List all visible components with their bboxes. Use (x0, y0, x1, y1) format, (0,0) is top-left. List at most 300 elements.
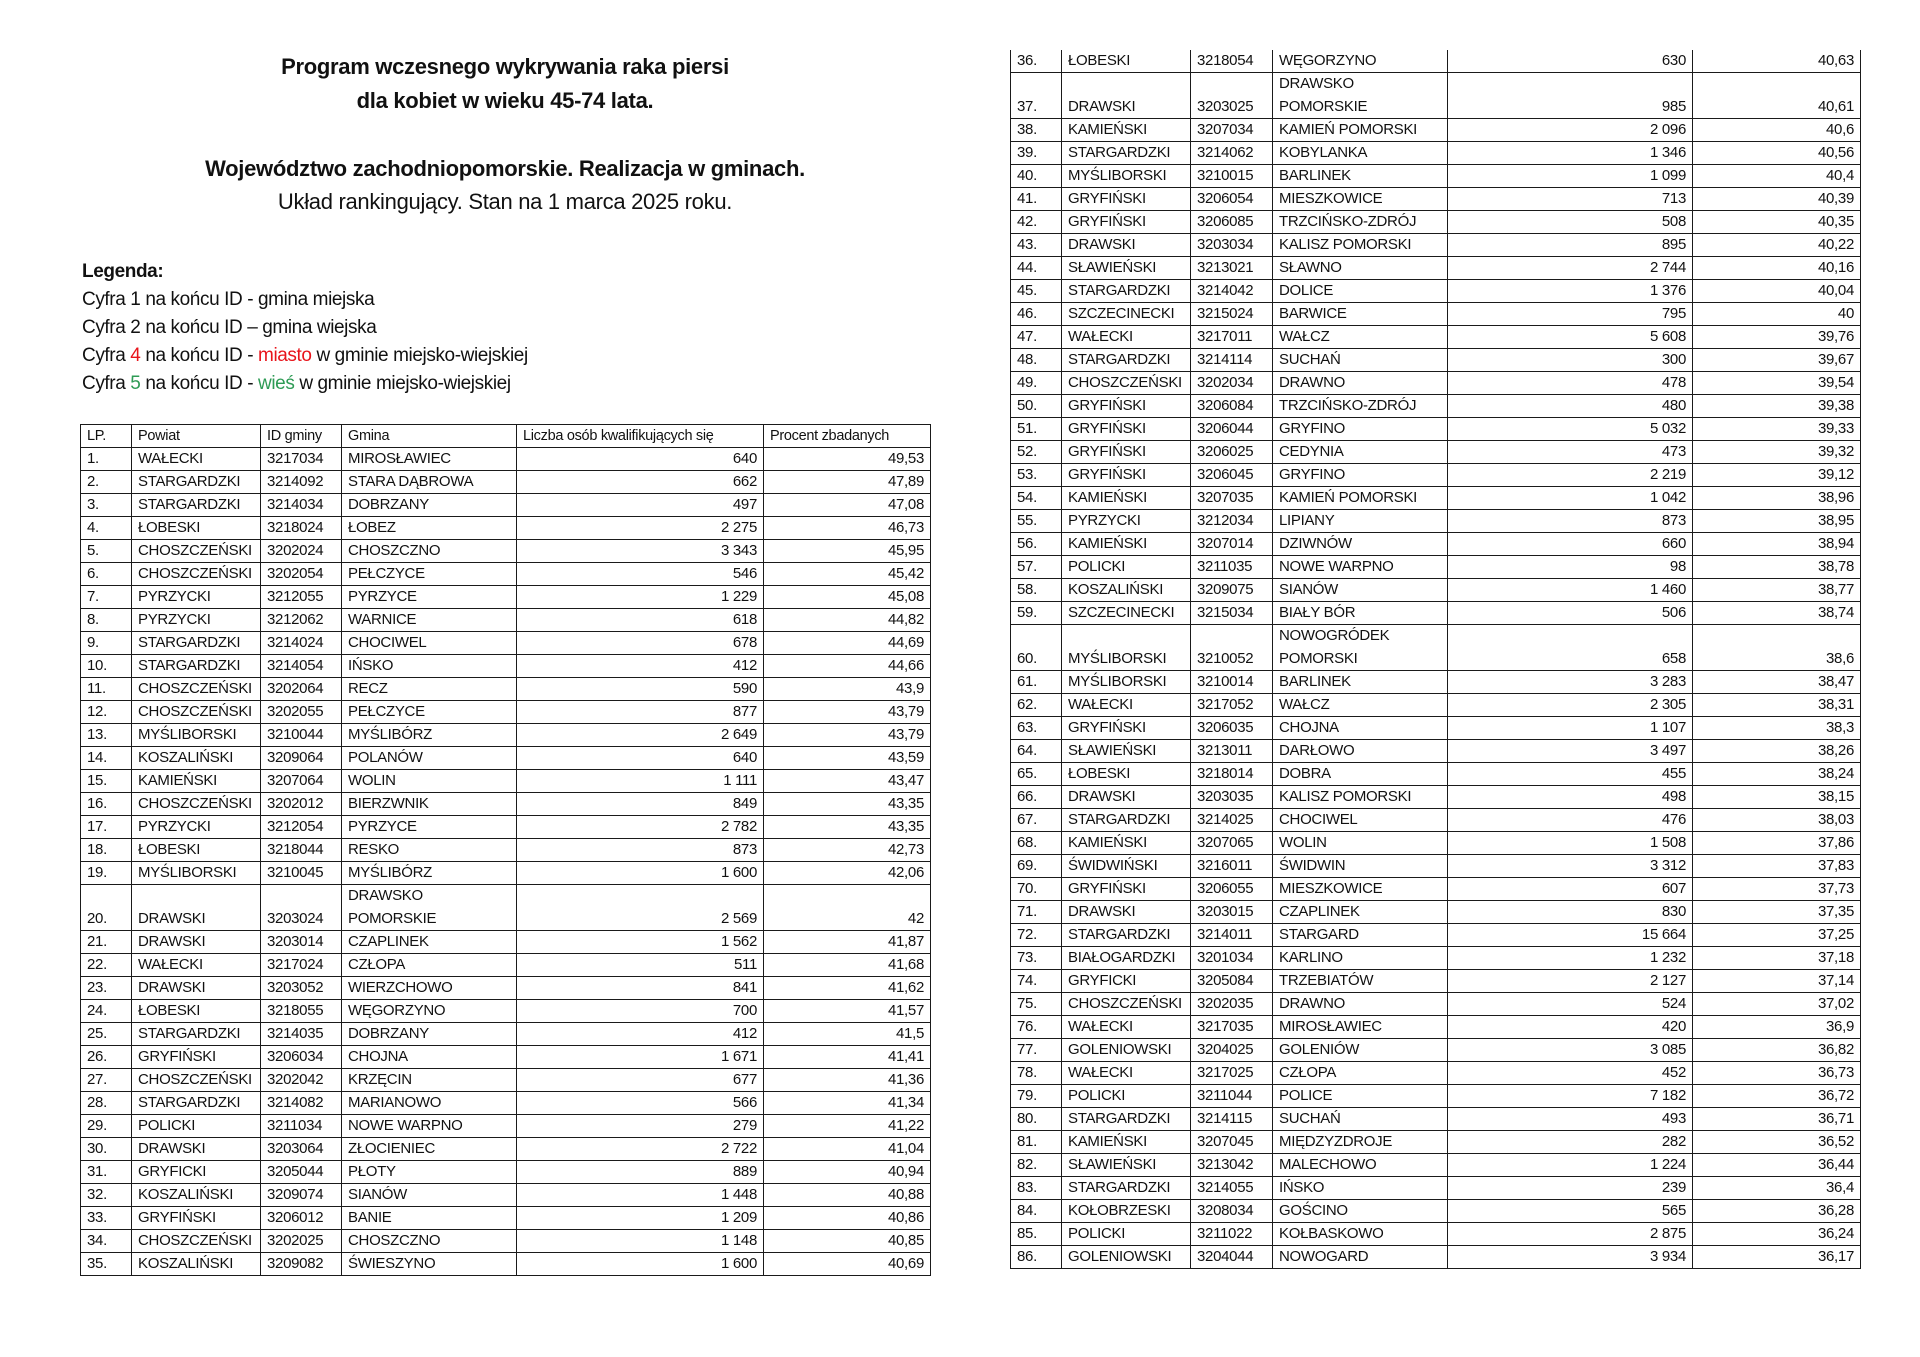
cell-lp: 71. (1011, 901, 1062, 924)
cell-procent: 37,02 (1693, 993, 1861, 1016)
table-row (1011, 349, 1861, 372)
table-row (81, 770, 931, 793)
cell-id: 3202035 (1191, 993, 1273, 1016)
cell-liczba: 3 085 (1448, 1039, 1693, 1062)
cell-liczba: 2 875 (1448, 1223, 1693, 1246)
cell-liczba: 5 608 (1448, 326, 1693, 349)
cell-procent: 46,73 (764, 517, 931, 540)
cell-gmina: SUCHAŃ (1273, 349, 1448, 372)
cell-powiat: GRYFIŃSKI (1062, 878, 1191, 901)
table-row (81, 678, 931, 701)
cell-id: 3202064 (261, 678, 342, 701)
cell-id: 3203024 (261, 885, 342, 931)
cell-liczba: 15 664 (1448, 924, 1693, 947)
cell-liczba: 3 312 (1448, 855, 1693, 878)
cell-liczba: 3 343 (517, 540, 764, 563)
cell-powiat: PYRZYCKI (1062, 510, 1191, 533)
table-row (1011, 1039, 1861, 1062)
table-row (81, 632, 931, 655)
cell-gmina: PYRZYCE (342, 586, 517, 609)
cell-powiat: KOSZALIŃSKI (132, 1184, 261, 1207)
table-row (81, 1230, 931, 1253)
cell-liczba: 1 148 (517, 1230, 764, 1253)
cell-procent: 45,42 (764, 563, 931, 586)
legend-item (82, 342, 528, 370)
cell-procent: 47,89 (764, 471, 931, 494)
cell-id: 3211022 (1191, 1223, 1273, 1246)
table-row (1011, 1177, 1861, 1200)
cell-gmina: KRZĘCIN (342, 1069, 517, 1092)
cell-lp: 76. (1011, 1016, 1062, 1039)
cell-lp: 62. (1011, 694, 1062, 717)
cell-id: 3216011 (1191, 855, 1273, 878)
table-row (1011, 763, 1861, 786)
table-row (81, 793, 931, 816)
cell-procent: 41,57 (764, 1000, 931, 1023)
cell-liczba: 1 107 (1448, 717, 1693, 740)
cell-gmina: STARA DĄBROWA (342, 471, 517, 494)
cell-procent: 36,4 (1693, 1177, 1861, 1200)
cell-gmina: CHOSZCZNO (342, 1230, 517, 1253)
cell-powiat: WAŁECKI (132, 954, 261, 977)
cell-id: 3214054 (261, 655, 342, 678)
cell-gmina: DRAWNO (1273, 993, 1448, 1016)
cell-powiat: GRYFIŃSKI (1062, 441, 1191, 464)
cell-powiat: CHOSZCZEŃSKI (1062, 372, 1191, 395)
cell-lp: 6. (81, 563, 132, 586)
cell-powiat: MYŚLIBORSKI (132, 724, 261, 747)
cell-procent: 41,87 (764, 931, 931, 954)
cell-lp: 16. (81, 793, 132, 816)
cell-procent: 37,73 (1693, 878, 1861, 901)
cell-procent: 41,5 (764, 1023, 931, 1046)
cell-powiat: DRAWSKI (132, 977, 261, 1000)
legend-text: na końcu ID - (140, 373, 259, 394)
cell-liczba: 476 (1448, 809, 1693, 832)
cell-liczba: 895 (1448, 234, 1693, 257)
cell-powiat: GRYFIŃSKI (1062, 211, 1191, 234)
cell-lp: 82. (1011, 1154, 1062, 1177)
cell-liczba: 478 (1448, 372, 1693, 395)
legend-prefix: Cyfra (82, 289, 131, 310)
cell-gmina: CZAPLINEK (1273, 901, 1448, 924)
cell-gmina: PEŁCZYCE (342, 563, 517, 586)
cell-procent: 39,67 (1693, 349, 1861, 372)
cell-powiat: DRAWSKI (1062, 73, 1191, 119)
cell-id: 3218024 (261, 517, 342, 540)
table-row (1011, 211, 1861, 234)
cell-liczba: 873 (1448, 510, 1693, 533)
table-row (81, 816, 931, 839)
cell-powiat: GRYFIŃSKI (1062, 717, 1191, 740)
table-row (81, 747, 931, 770)
legend-prefix: Cyfra (82, 373, 131, 394)
cell-lp: 72. (1011, 924, 1062, 947)
cell-liczba: 1 562 (517, 931, 764, 954)
cell-powiat: SŁAWIEŃSKI (1062, 1154, 1191, 1177)
cell-id: 3206084 (1191, 395, 1273, 418)
cell-gmina: DOLICE (1273, 280, 1448, 303)
cell-powiat: ŁOBESKI (1062, 50, 1191, 73)
cell-powiat: GRYFIŃSKI (1062, 464, 1191, 487)
cell-lp: 68. (1011, 832, 1062, 855)
cell-powiat: KOSZALIŃSKI (132, 1253, 261, 1276)
cell-lp: 20. (81, 885, 132, 931)
cell-lp: 78. (1011, 1062, 1062, 1085)
legend-suffix: w gminie miejsko-wiejskiej (311, 345, 528, 366)
column-header-gmina: Gmina (342, 425, 517, 448)
cell-powiat: ŁOBESKI (132, 1000, 261, 1023)
cell-procent: 39,38 (1693, 395, 1861, 418)
cell-procent: 39,76 (1693, 326, 1861, 349)
cell-id: 3203064 (261, 1138, 342, 1161)
cell-liczba: 678 (517, 632, 764, 655)
cell-id: 3215034 (1191, 602, 1273, 625)
cell-id: 3206085 (1191, 211, 1273, 234)
cell-liczba: 2 744 (1448, 257, 1693, 280)
cell-lp: 59. (1011, 602, 1062, 625)
cell-powiat: STARGARDZKI (1062, 349, 1191, 372)
cell-procent: 41,68 (764, 954, 931, 977)
cell-powiat: STARGARDZKI (132, 632, 261, 655)
table-row (1011, 625, 1861, 671)
cell-gmina: SŁAWNO (1273, 257, 1448, 280)
cell-id: 3211034 (261, 1115, 342, 1138)
cell-gmina: KAMIEŃ POMORSKI (1273, 119, 1448, 142)
cell-lp: 27. (81, 1069, 132, 1092)
table-row (1011, 257, 1861, 280)
cell-gmina: DRAWSKO POMORSKIE (342, 885, 517, 931)
cell-procent: 36,71 (1693, 1108, 1861, 1131)
table-row (1011, 1062, 1861, 1085)
cell-liczba: 2 219 (1448, 464, 1693, 487)
cell-lp: 17. (81, 816, 132, 839)
cell-id: 3203015 (1191, 901, 1273, 924)
cell-gmina: PŁOTY (342, 1161, 517, 1184)
cell-procent: 41,22 (764, 1115, 931, 1138)
cell-gmina: DOBRZANY (342, 1023, 517, 1046)
cell-procent: 38,3 (1693, 717, 1861, 740)
cell-gmina: WAŁCZ (1273, 326, 1448, 349)
cell-procent: 44,69 (764, 632, 931, 655)
cell-liczba: 662 (517, 471, 764, 494)
cell-gmina: IŃSKO (1273, 1177, 1448, 1200)
cell-id: 3214092 (261, 471, 342, 494)
cell-gmina: MYŚLIBÓRZ (342, 862, 517, 885)
cell-procent: 37,18 (1693, 947, 1861, 970)
cell-liczba: 640 (517, 448, 764, 471)
cell-lp: 58. (1011, 579, 1062, 602)
cell-liczba: 3 934 (1448, 1246, 1693, 1269)
cell-gmina: RESKO (342, 839, 517, 862)
table-row (1011, 602, 1861, 625)
cell-lp: 43. (1011, 234, 1062, 257)
cell-powiat: STARGARDZKI (1062, 924, 1191, 947)
cell-liczba: 508 (1448, 211, 1693, 234)
table-row (81, 954, 931, 977)
table-row (81, 1046, 931, 1069)
legend-digit: 4 (130, 345, 141, 366)
cell-procent: 37,83 (1693, 855, 1861, 878)
cell-procent: 38,78 (1693, 556, 1861, 579)
cell-powiat: DRAWSKI (1062, 234, 1191, 257)
cell-lp: 79. (1011, 1085, 1062, 1108)
cell-id: 3206034 (261, 1046, 342, 1069)
cell-lp: 31. (81, 1161, 132, 1184)
cell-id: 3206012 (261, 1207, 342, 1230)
cell-procent: 36,9 (1693, 1016, 1861, 1039)
cell-id: 3217024 (261, 954, 342, 977)
cell-procent: 36,72 (1693, 1085, 1861, 1108)
cell-id: 3207065 (1191, 832, 1273, 855)
table-row (1011, 579, 1861, 602)
cell-procent: 36,82 (1693, 1039, 1861, 1062)
table-row (81, 839, 931, 862)
table-row (1011, 924, 1861, 947)
cell-id: 3210045 (261, 862, 342, 885)
cell-id: 3214034 (261, 494, 342, 517)
cell-id: 3206025 (1191, 441, 1273, 464)
legend-type: gmina wiejska (262, 317, 377, 338)
table-row (81, 1069, 931, 1092)
cell-liczba: 1 209 (517, 1207, 764, 1230)
table-row (1011, 119, 1861, 142)
cell-liczba: 2 127 (1448, 970, 1693, 993)
cell-id: 3212034 (1191, 510, 1273, 533)
column-header-liczba: Liczba osób kwalifikujących się (517, 425, 764, 448)
cell-gmina: LIPIANY (1273, 510, 1448, 533)
cell-procent: 39,32 (1693, 441, 1861, 464)
table-row (1011, 717, 1861, 740)
cell-gmina: NOWE WARPNO (342, 1115, 517, 1138)
cell-gmina: TRZCIŃSKO-ZDRÓJ (1273, 395, 1448, 418)
table-row (1011, 372, 1861, 395)
cell-lp: 42. (1011, 211, 1062, 234)
cell-id: 3209074 (261, 1184, 342, 1207)
cell-procent: 45,95 (764, 540, 931, 563)
cell-procent: 40,63 (1693, 50, 1861, 73)
cell-gmina: MYŚLIBÓRZ (342, 724, 517, 747)
cell-liczba: 2 569 (517, 885, 764, 931)
cell-lp: 60. (1011, 625, 1062, 671)
cell-id: 3202034 (1191, 372, 1273, 395)
cell-powiat: GRYFIŃSKI (1062, 395, 1191, 418)
table-row (1011, 487, 1861, 510)
cell-liczba: 713 (1448, 188, 1693, 211)
table-row (1011, 878, 1861, 901)
cell-lp: 83. (1011, 1177, 1062, 1200)
cell-gmina: KALISZ POMORSKI (1273, 786, 1448, 809)
cell-powiat: WAŁECKI (1062, 1062, 1191, 1085)
cell-lp: 19. (81, 862, 132, 885)
cell-procent: 38,15 (1693, 786, 1861, 809)
cell-liczba: 412 (517, 655, 764, 678)
cell-procent: 40,04 (1693, 280, 1861, 303)
cell-id: 3210014 (1191, 671, 1273, 694)
table-row (81, 977, 931, 1000)
table-row (81, 586, 931, 609)
cell-powiat: WAŁECKI (1062, 694, 1191, 717)
cell-gmina: BARWICE (1273, 303, 1448, 326)
cell-procent: 37,25 (1693, 924, 1861, 947)
cell-procent: 42 (764, 885, 931, 931)
cell-procent: 43,35 (764, 816, 931, 839)
cell-procent: 38,74 (1693, 602, 1861, 625)
cell-powiat: GRYFICKI (1062, 970, 1191, 993)
cell-gmina: DZIWNÓW (1273, 533, 1448, 556)
cell-lp: 69. (1011, 855, 1062, 878)
cell-procent: 37,86 (1693, 832, 1861, 855)
legend-items (82, 286, 528, 398)
table-row (81, 471, 931, 494)
cell-liczba: 1 508 (1448, 832, 1693, 855)
cell-gmina: MIĘDZYZDROJE (1273, 1131, 1448, 1154)
cell-id: 3203014 (261, 931, 342, 954)
cell-lp: 4. (81, 517, 132, 540)
cell-procent: 44,66 (764, 655, 931, 678)
table-row (1011, 740, 1861, 763)
cell-gmina: BIERZWNIK (342, 793, 517, 816)
cell-powiat: WAŁECKI (132, 448, 261, 471)
cell-lp: 40. (1011, 165, 1062, 188)
cell-gmina: BANIE (342, 1207, 517, 1230)
cell-id: 3207064 (261, 770, 342, 793)
cell-id: 3212055 (261, 586, 342, 609)
cell-id: 3217035 (1191, 1016, 1273, 1039)
cell-liczba: 1 460 (1448, 579, 1693, 602)
cell-powiat: KAMIEŃSKI (132, 770, 261, 793)
cell-id: 3218055 (261, 1000, 342, 1023)
cell-powiat: DRAWSKI (132, 885, 261, 931)
cell-powiat: PYRZYCKI (132, 586, 261, 609)
cell-gmina: MALECHOWO (1273, 1154, 1448, 1177)
cell-lp: 61. (1011, 671, 1062, 694)
cell-lp: 51. (1011, 418, 1062, 441)
cell-powiat: POLICKI (132, 1115, 261, 1138)
cell-lp: 63. (1011, 717, 1062, 740)
cell-lp: 11. (81, 678, 132, 701)
cell-powiat: MYŚLIBORSKI (1062, 625, 1191, 671)
cell-gmina: KALISZ POMORSKI (1273, 234, 1448, 257)
cell-gmina: CHOCIWEL (342, 632, 517, 655)
cell-gmina: NOWOGRÓDEK POMORSKI (1273, 625, 1448, 671)
cell-procent: 45,08 (764, 586, 931, 609)
cell-procent: 40,39 (1693, 188, 1861, 211)
document-title (80, 50, 930, 118)
cell-lp: 26. (81, 1046, 132, 1069)
cell-procent: 42,06 (764, 862, 931, 885)
cell-lp: 38. (1011, 119, 1062, 142)
cell-liczba: 506 (1448, 602, 1693, 625)
cell-powiat: STARGARDZKI (132, 494, 261, 517)
cell-liczba: 660 (1448, 533, 1693, 556)
cell-procent: 43,47 (764, 770, 931, 793)
table-row (1011, 1246, 1861, 1269)
cell-powiat: CHOSZCZEŃSKI (132, 678, 261, 701)
cell-liczba: 7 182 (1448, 1085, 1693, 1108)
legend-type: miasto (258, 345, 312, 366)
cell-lp: 75. (1011, 993, 1062, 1016)
cell-lp: 3. (81, 494, 132, 517)
cell-gmina: ŚWIESZYNO (342, 1253, 517, 1276)
cell-id: 3214055 (1191, 1177, 1273, 1200)
cell-powiat: KAMIEŃSKI (1062, 487, 1191, 510)
table-row (81, 540, 931, 563)
table-row (1011, 786, 1861, 809)
cell-procent: 36,73 (1693, 1062, 1861, 1085)
cell-id: 3203025 (1191, 73, 1273, 119)
cell-powiat: KOSZALIŃSKI (132, 747, 261, 770)
cell-liczba: 1 111 (517, 770, 764, 793)
cell-gmina: WIERZCHOWO (342, 977, 517, 1000)
cell-lp: 37. (1011, 73, 1062, 119)
cell-powiat: ŁOBESKI (132, 517, 261, 540)
cell-powiat: GRYFIŃSKI (1062, 418, 1191, 441)
cell-procent: 41,62 (764, 977, 931, 1000)
table-row (81, 494, 931, 517)
table-row (1011, 855, 1861, 878)
ranking-table-left (80, 424, 931, 1276)
cell-lp: 10. (81, 655, 132, 678)
cell-powiat: STARGARDZKI (132, 1092, 261, 1115)
cell-lp: 32. (81, 1184, 132, 1207)
cell-liczba: 700 (517, 1000, 764, 1023)
table-row (1011, 326, 1861, 349)
cell-lp: 41. (1011, 188, 1062, 211)
cell-procent: 39,33 (1693, 418, 1861, 441)
cell-liczba: 497 (517, 494, 764, 517)
cell-lp: 22. (81, 954, 132, 977)
cell-powiat: STARGARDZKI (132, 1023, 261, 1046)
table-row (81, 655, 931, 678)
cell-procent: 44,82 (764, 609, 931, 632)
cell-liczba: 590 (517, 678, 764, 701)
table-row (1011, 1016, 1861, 1039)
cell-lp: 8. (81, 609, 132, 632)
cell-procent: 41,36 (764, 1069, 931, 1092)
cell-id: 3205084 (1191, 970, 1273, 993)
cell-gmina: TRZEBIATÓW (1273, 970, 1448, 993)
cell-liczba: 493 (1448, 1108, 1693, 1131)
cell-gmina: ŁOBEZ (342, 517, 517, 540)
cell-id: 3207034 (1191, 119, 1273, 142)
cell-powiat: MYŚLIBORSKI (1062, 671, 1191, 694)
cell-liczba: 1 671 (517, 1046, 764, 1069)
cell-procent: 41,34 (764, 1092, 931, 1115)
table-row (81, 1092, 931, 1115)
cell-liczba: 420 (1448, 1016, 1693, 1039)
cell-powiat: KOSZALIŃSKI (1062, 579, 1191, 602)
cell-liczba: 1 224 (1448, 1154, 1693, 1177)
cell-lp: 21. (81, 931, 132, 954)
cell-id: 3214082 (261, 1092, 342, 1115)
cell-gmina: MIESZKOWICE (1273, 878, 1448, 901)
cell-lp: 46. (1011, 303, 1062, 326)
cell-gmina: NOWOGARD (1273, 1246, 1448, 1269)
cell-liczba: 1 376 (1448, 280, 1693, 303)
legend-prefix: Cyfra (82, 317, 131, 338)
table-row (1011, 441, 1861, 464)
cell-gmina: PEŁCZYCE (342, 701, 517, 724)
cell-liczba: 565 (1448, 1200, 1693, 1223)
cell-id: 3217034 (261, 448, 342, 471)
cell-gmina: CHOJNA (1273, 717, 1448, 740)
cell-procent: 39,12 (1693, 464, 1861, 487)
cell-powiat: KAMIEŃSKI (1062, 119, 1191, 142)
table-header-row (81, 425, 931, 448)
cell-lp: 81. (1011, 1131, 1062, 1154)
table-row (81, 1253, 931, 1276)
